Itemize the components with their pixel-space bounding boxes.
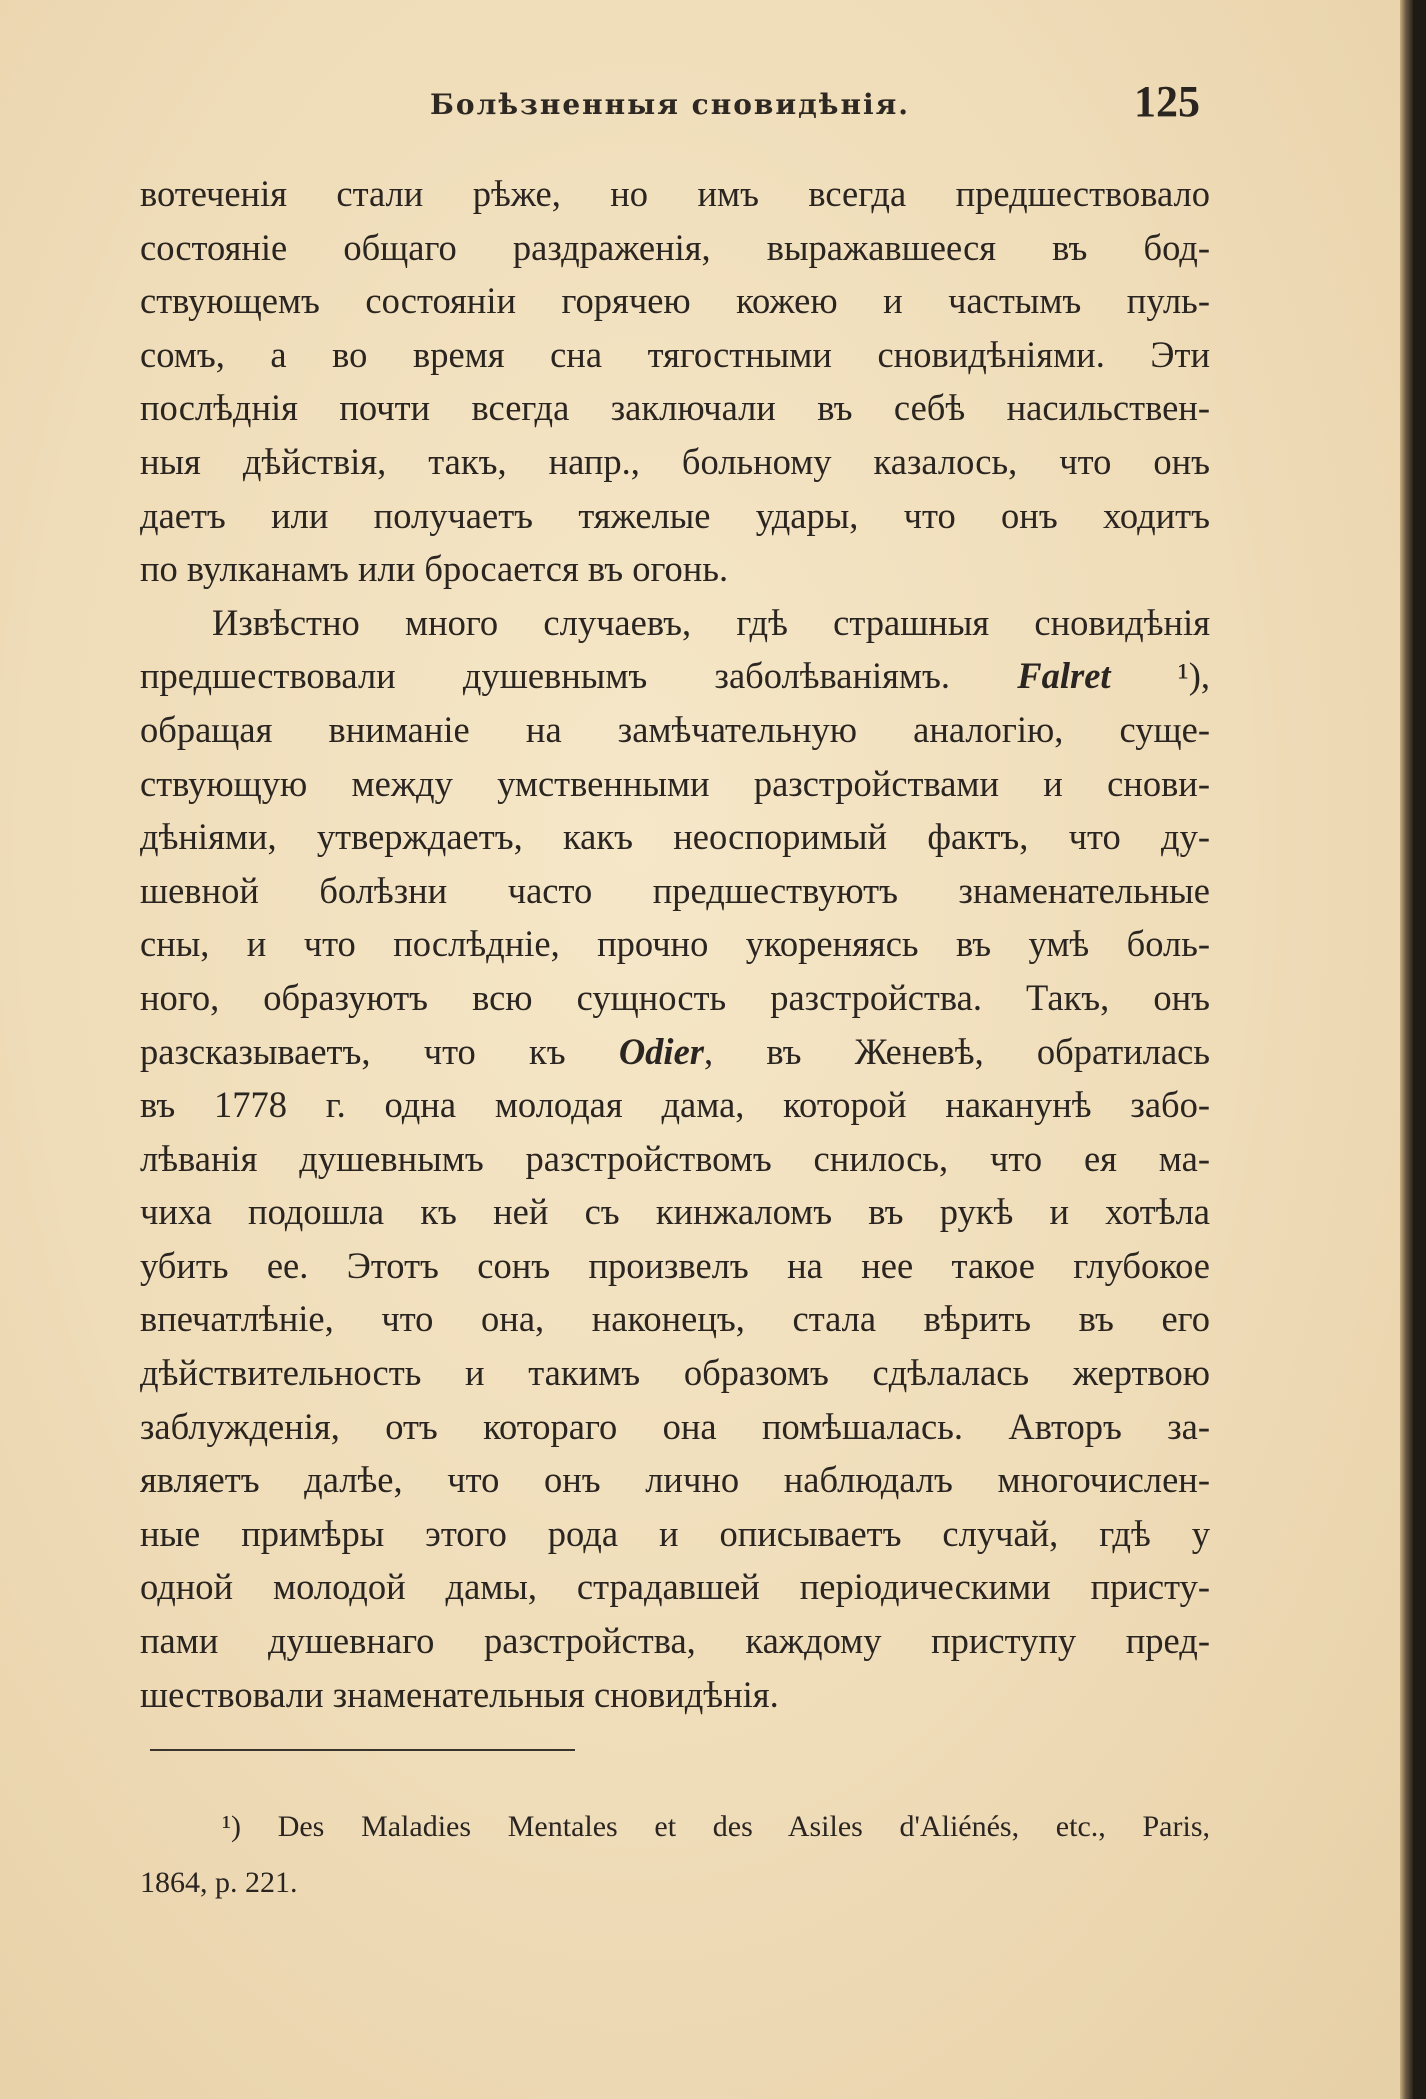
text-line: шевной болѣзни часто предшествуютъ знаменательные — [140, 869, 1210, 911]
text-line: даетъ или получаетъ тяжелые удары, что онъ ходитъ — [140, 494, 1210, 536]
footnote-ref: ¹), — [1110, 655, 1210, 697]
running-title: Болѣзненныя сновидѣнія. — [429, 88, 911, 121]
text-line — [140, 649, 1210, 703]
text-line: ные примѣры этого рода и описываетъ случай, гдѣ у — [140, 1512, 1210, 1554]
text-line: сомъ, а во время сна тягостными сновидѣніями. Эти — [140, 333, 1210, 375]
paragraph-first-line: Извѣстно много случаевъ, гдѣ страшныя сновидѣнія — [212, 601, 1210, 643]
text-line: обращая вниманіе на замѣчательную аналогію, суще- — [140, 708, 1210, 750]
text-line: ствующую между умственными разстройствами и снови- — [140, 762, 1210, 804]
person-name: Odier — [618, 1030, 704, 1072]
text-segment: , въ Женевѣ, обратилась — [703, 1030, 1210, 1072]
text-line: впечатлѣніе, что она, наконецъ, стала вѣрить въ его — [140, 1298, 1210, 1340]
running-head — [140, 76, 1200, 136]
page-edge-shadow — [1400, 0, 1413, 2099]
page-number: 125 — [1134, 77, 1200, 126]
footnote-line: 1864, p. 221. — [140, 1866, 298, 1899]
text-line: ствующемъ состояніи горячею кожею и частымъ пуль- — [140, 280, 1210, 322]
text-line: заблужденія, отъ котораго она помѣшалась. Авторъ за- — [140, 1405, 1210, 1447]
footnote-rule — [150, 1749, 575, 1751]
text-line: являетъ далѣе, что онъ лично наблюдалъ многочислен- — [140, 1459, 1210, 1501]
text-segment: разсказываетъ, что къ — [140, 1030, 619, 1072]
text-line: по вулканамъ или бросается въ огонь. — [140, 548, 729, 590]
text-line: убить ее. Этотъ сонъ произвелъ на нее такое глубокое — [140, 1244, 1210, 1286]
text-line: одной молодой дамы, страдавшей періодическими присту- — [140, 1566, 1210, 1608]
text-line: въ 1778 г. одна молодая дама, которой наканунѣ забо- — [140, 1084, 1210, 1126]
author-name: Falret — [1017, 655, 1111, 697]
text-line: чиха подошла къ ней съ кинжаломъ въ рукѣ и хотѣла — [140, 1191, 1210, 1233]
text-line: сны, и что послѣдніе, прочно укореняясь въ умѣ боль- — [140, 923, 1210, 965]
text-line: дѣйствительность и такимъ образомъ сдѣлалась жертвою — [140, 1352, 1210, 1394]
text-line: лѣванія душевнымъ разстройствомъ снилось, что ея ма- — [140, 1137, 1210, 1179]
text-line — [140, 1025, 1210, 1079]
text-line: вотеченія стали рѣже, но имъ всегда предшествовало — [140, 173, 1210, 214]
footnote-line: ¹) Des Maladies Mentales et des Asiles d'Aliénés, etc., Paris, — [222, 1810, 1210, 1843]
text-line: пами душевнаго разстройства, каждому приступу пред- — [140, 1620, 1210, 1662]
text-line: состояніе общаго раздраженія, выражавшееся въ бод- — [140, 226, 1210, 268]
text-segment: предшествовали душевнымъ заболѣваніямъ. — [140, 655, 1018, 697]
body-text — [140, 167, 1210, 1721]
footnote — [140, 1799, 1210, 1911]
text-line: ныя дѣйствія, такъ, напр., больному казалось, что онъ — [140, 440, 1210, 482]
text-line: ного, образуютъ всю сущность разстройства. Такъ, онъ — [140, 976, 1210, 1018]
text-line: шествовали знаменательныя сновидѣнія. — [140, 1673, 779, 1715]
text-line: послѣднія почти всегда заключали въ себѣ насильствен- — [140, 387, 1210, 429]
text-line: дѣніями, утверждаетъ, какъ неоспоримый фактъ, что ду- — [140, 816, 1210, 858]
